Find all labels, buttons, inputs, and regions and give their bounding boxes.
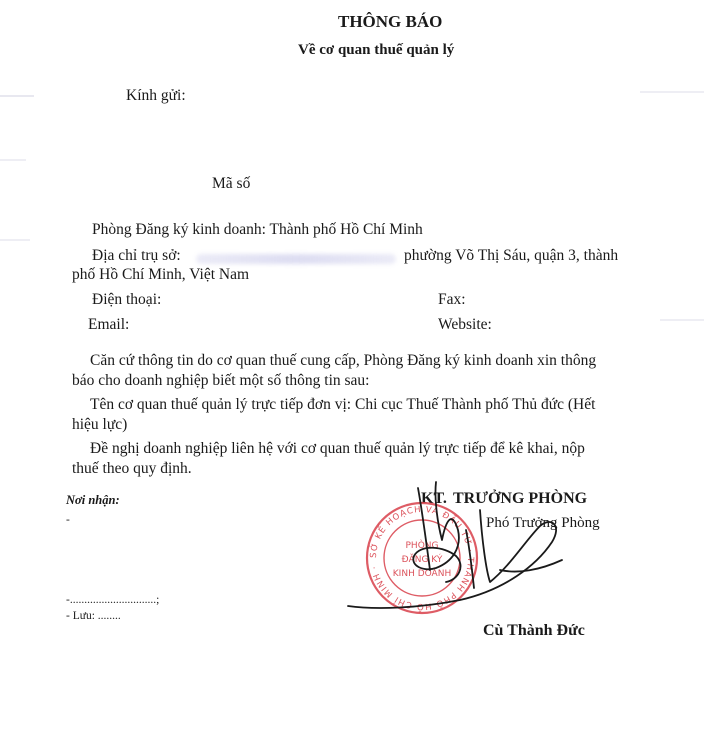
office-line: Phòng Đăng ký kinh doanh: Thành phố Hồ Chí Minh — [92, 221, 423, 238]
email-label: Email: — [88, 316, 130, 333]
handwritten-signature — [340, 470, 600, 620]
document-title: THÔNG BÁO — [338, 12, 443, 31]
paragraph-2-line-2: hiệu lực) — [72, 416, 128, 433]
document-subtitle: Về cơ quan thuế quản lý — [298, 42, 455, 58]
address-line2: phố Hồ Chí Minh, Việt Nam — [72, 266, 250, 283]
recipient-item-1: - — [66, 514, 70, 526]
address-label: Địa chỉ trụ sở: — [92, 247, 181, 264]
svg-text:ĐĂNG KÝ: ĐĂNG KÝ — [401, 555, 443, 565]
paragraph-2-line-1: Tên cơ quan thuế quản lý trực tiếp đơn vị: Chi cục Thuế Thành phố Thủ đức (Hết — [90, 396, 596, 413]
paragraph-3-line-1: Đề nghị doanh nghiệp liên hệ với cơ quan thuế quản lý trực tiếp để kê khai, nộp — [90, 440, 585, 457]
redacted-address — [196, 254, 396, 264]
signature-subtitle: Phó Trưởng Phòng — [486, 515, 600, 531]
recipient-item-2: -..............................; — [66, 594, 160, 606]
recipients-heading: Nơi nhận: — [66, 493, 120, 507]
paragraph-1-line-2: báo cho doanh nghiệp biết một số thông tin sau: — [72, 372, 370, 389]
paragraph-3-line-2: thuế theo quy định. — [72, 460, 192, 477]
greeting: Kính gửi: — [126, 87, 186, 104]
phone-label: Điện thoại: — [92, 291, 162, 308]
signature-title: TRƯỞNG PHÒNG — [453, 490, 588, 507]
address-line1: phường Võ Thị Sáu, quận 3, thành — [404, 247, 619, 264]
tax-code-label: Mã số — [212, 175, 251, 192]
svg-text:PHÒNG: PHÒNG — [405, 541, 439, 551]
fax-label: Fax: — [438, 291, 466, 308]
website-label: Website: — [438, 316, 492, 333]
paragraph-1-line-1: Căn cứ thông tin do cơ quan thuế cung cấp, Phòng Đăng ký kinh doanh xin thông — [90, 352, 597, 369]
recipient-item-3: - Lưu: ........ — [66, 610, 121, 622]
svg-text:KINH DOANH: KINH DOANH — [392, 569, 452, 579]
signature-initials: KT. — [421, 490, 447, 507]
signer-name: Cù Thành Đức — [483, 622, 585, 639]
svg-text:SỞ KẾ HOẠCH VÀ ĐẦU TƯ · THÀNH: SỞ KẾ HOẠCH VÀ ĐẦU TƯ · THÀNH PHỐ HỒ CHÍ MINH · — [368, 504, 476, 612]
